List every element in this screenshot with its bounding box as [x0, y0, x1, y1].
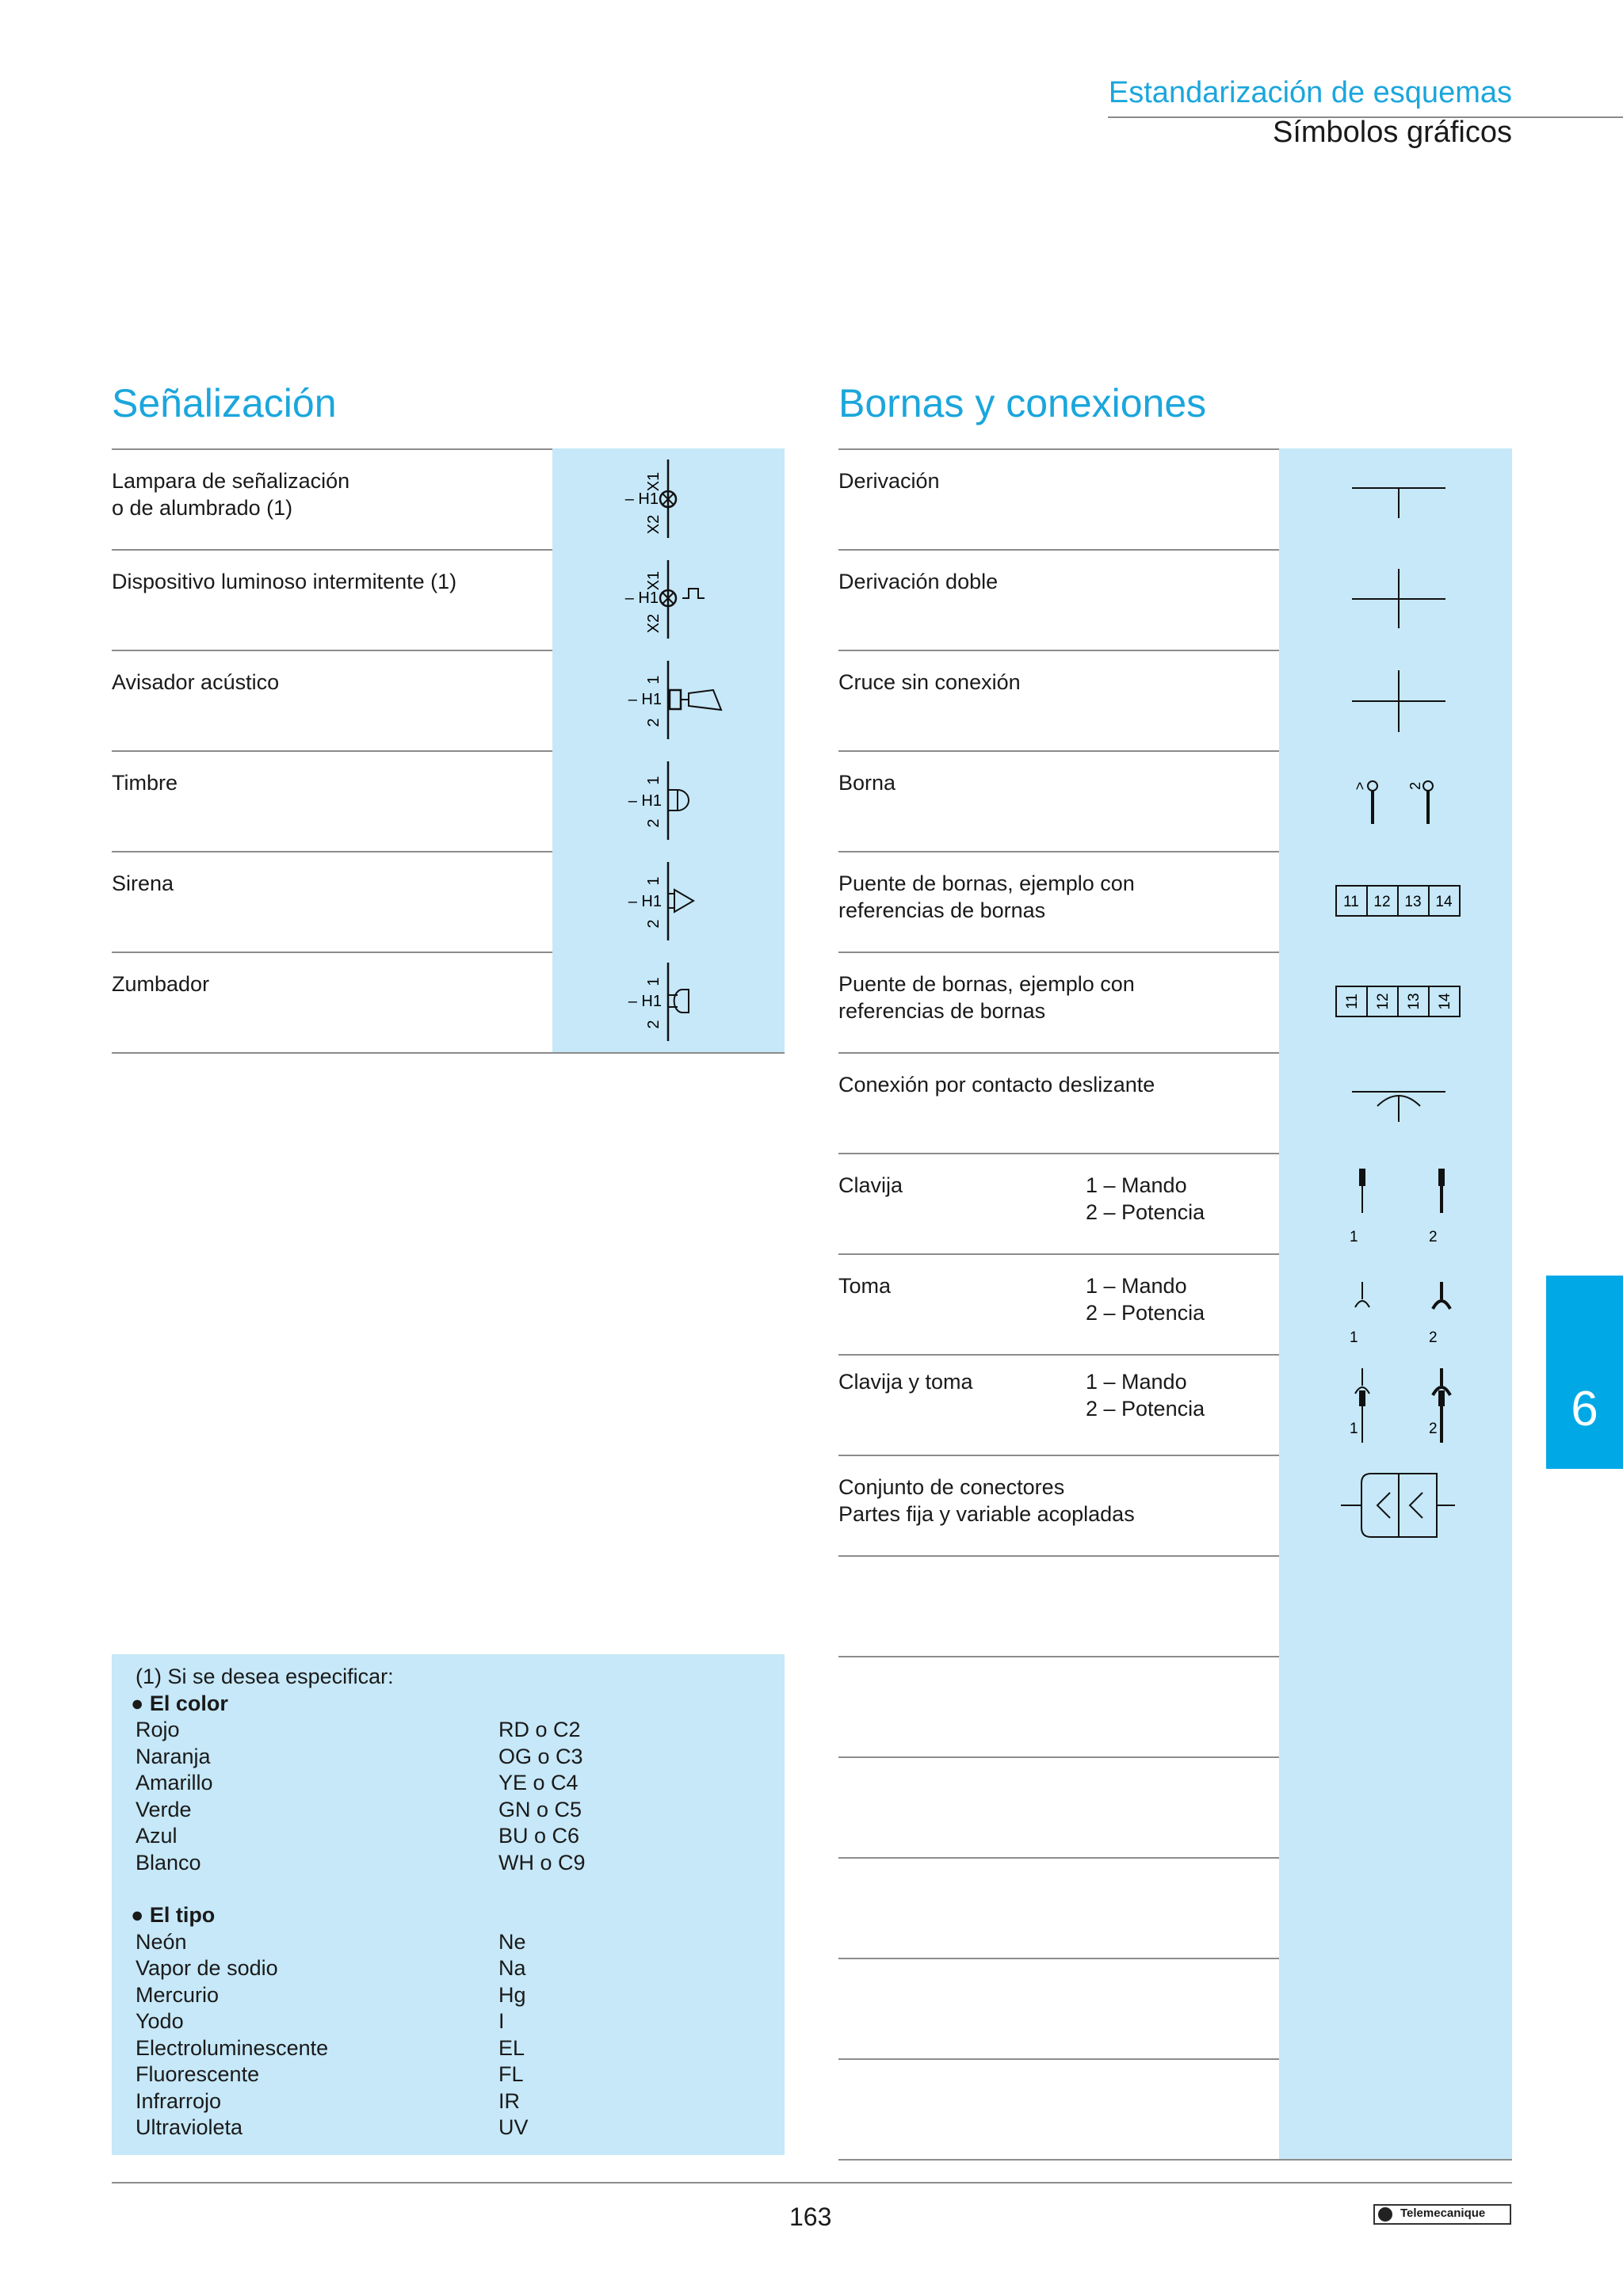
buzzer-symbol-icon: [552, 952, 785, 1052]
socket-symbol-icon: [1279, 1253, 1512, 1354]
terminal-a-label: >: [1352, 781, 1368, 791]
color-code: YE o C4: [498, 1771, 579, 1794]
type-code: I: [498, 2009, 505, 2033]
bornas-title: Bornas y conexiones: [838, 381, 1207, 425]
symbol-cell: [1279, 1354, 1512, 1455]
symbol-cell: [1279, 1656, 1512, 1756]
row-label: Conjunto de conectores Partes fija y variable acopladas: [838, 1475, 1135, 1526]
flashing-lamp-symbol-icon: [552, 549, 785, 650]
page-number: 163: [789, 2203, 832, 2231]
terminal-1-label: 1: [645, 675, 663, 685]
row-label: Derivación doble: [838, 570, 999, 593]
brand-logo: [1373, 2204, 1511, 2225]
row-label: Puente de bornas, ejemplo con referencias de bornas: [838, 871, 1135, 922]
row-label: Conexión por contacto deslizante: [838, 1073, 1155, 1097]
bridge-ref: 13: [1406, 993, 1423, 1010]
row-label: Toma: [838, 1274, 892, 1298]
color-code: GN o C5: [498, 1797, 582, 1821]
crossing-symbol-icon: [1279, 650, 1512, 750]
senalizacion-title: Señalización: [112, 381, 337, 425]
page-subtitle: Símbolos gráficos: [1272, 116, 1512, 149]
color-heading: ● El color: [131, 1691, 228, 1715]
double-derivation-symbol-icon: [1279, 549, 1512, 650]
socket-2-label: 2: [1429, 1329, 1438, 1346]
socket-1-label: 1: [1350, 1329, 1358, 1346]
color-name: Rojo: [136, 1718, 180, 1741]
terminal-1-label: 1: [645, 876, 663, 886]
symbol-cell: [552, 851, 785, 952]
plug-symbol-icon: [1279, 1153, 1512, 1253]
type-code: Ne: [498, 1929, 526, 1954]
color-code: BU o C6: [498, 1824, 580, 1848]
row-label: Clavija y toma: [838, 1370, 973, 1394]
type-name: Yodo: [136, 2009, 184, 2033]
bridge-ref: 11: [1344, 994, 1361, 1009]
symbol-cell: [1279, 448, 1512, 549]
table-row: [112, 952, 785, 1052]
symbol-cell: [1279, 1857, 1512, 1958]
type-code: Na: [498, 1956, 526, 1980]
type-name: Fluorescente: [136, 2062, 260, 2086]
h1-label: – H1: [624, 490, 659, 508]
row-label: Zumbador: [112, 972, 210, 996]
type-name: Mercurio: [136, 1982, 220, 2007]
terminal-symbol-icon: [1279, 750, 1512, 851]
derivation-symbol-icon: [1279, 448, 1512, 549]
x1-label: X1: [645, 570, 663, 591]
symbol-cell: [1279, 1455, 1512, 1555]
brand-mark-icon: [1378, 2207, 1392, 2222]
table-bottom-rule: [838, 2159, 1512, 2161]
table-row: [112, 549, 785, 650]
footer-divider: [112, 2182, 1512, 2183]
symbol-cell: [552, 952, 785, 1052]
table-row: [838, 1857, 1512, 1958]
type-code: FL: [498, 2062, 524, 2086]
row-label: Avisador acústico: [112, 670, 280, 694]
chapter-title: Estandarización de esquemas: [1108, 76, 1512, 109]
symbol-cell: [1279, 549, 1512, 650]
brand-name: Telemecanique: [1400, 2206, 1486, 2220]
horn-symbol-icon: [552, 650, 785, 750]
table-row: [838, 1253, 1512, 1354]
terminal-bridge-vertical-symbol-icon: [1279, 952, 1512, 1052]
x2-label: X2: [645, 613, 663, 634]
symbol-cell: [552, 750, 785, 851]
table-row: [112, 851, 785, 952]
footnote-box: [112, 1654, 785, 2155]
table-row: [838, 1455, 1512, 1555]
table-row: [838, 750, 1512, 851]
type-name: Vapor de sodio: [136, 1956, 278, 1980]
bridge-ref: 12: [1373, 894, 1391, 910]
bridge-ref: 13: [1404, 894, 1422, 910]
color-name: Azul: [136, 1824, 178, 1848]
chapter-tab[interactable]: [1546, 1276, 1623, 1469]
table-row: [838, 1052, 1512, 1153]
row-label: Puente de bornas, ejemplo con referencias de bornas: [838, 972, 1135, 1023]
table-row: [838, 952, 1512, 1052]
terminal-2-label: 2: [645, 919, 663, 929]
symbol-cell: [1279, 851, 1512, 952]
x2-label: X2: [645, 514, 663, 535]
row-note: 1 – Mando 2 – Potencia: [1086, 1173, 1205, 1224]
type-code: EL: [498, 2035, 525, 2060]
table-row: [838, 2058, 1512, 2159]
row-note: 1 – Mando 2 – Potencia: [1086, 1370, 1205, 1421]
symbol-cell: [1279, 1958, 1512, 2058]
type-name: Electroluminescente: [136, 2035, 329, 2060]
table-bottom-rule: [112, 1052, 785, 1054]
table-row: [838, 851, 1512, 952]
footnote-intro: (1) Si se desea especificar:: [136, 1665, 394, 1688]
table-row: [838, 1354, 1512, 1455]
symbol-cell: [1279, 1052, 1512, 1153]
pair-1-label: 1: [1350, 1421, 1358, 1437]
table-row: [838, 1656, 1512, 1756]
bridge-ref: 14: [1437, 993, 1453, 1010]
symbol-cell: [1279, 1153, 1512, 1253]
color-code: WH o C9: [498, 1850, 586, 1875]
h1-label: – H1: [628, 893, 662, 910]
plug-and-socket-symbol-icon: [1279, 1354, 1512, 1455]
bridge-ref: 14: [1435, 894, 1453, 910]
symbol-cell: [1279, 952, 1512, 1052]
table-row: [112, 448, 785, 549]
h1-label: – H1: [628, 993, 662, 1010]
type-code: IR: [498, 2088, 520, 2113]
symbol-cell: [1279, 1756, 1512, 1857]
symbol-cell: [552, 448, 785, 549]
row-label: Lampara de señalización o de alumbrado (1): [112, 469, 350, 520]
table-row: [838, 1555, 1512, 1656]
row-label: Cruce sin conexión: [838, 670, 1021, 694]
terminal-bridge-symbol-icon: [1279, 851, 1512, 952]
color-code: RD o C2: [498, 1718, 581, 1741]
x1-label: X1: [645, 471, 663, 492]
row-label: Derivación: [838, 469, 940, 493]
sliding-contact-symbol-icon: [1279, 1052, 1512, 1153]
type-name: Ultravioleta: [136, 2115, 243, 2139]
connector-set-symbol-icon: [1279, 1455, 1512, 1555]
table-row: [112, 650, 785, 750]
row-label: Sirena: [112, 871, 174, 895]
color-name: Naranja: [136, 1744, 211, 1768]
h1-label: – H1: [628, 691, 662, 708]
symbol-cell: [552, 549, 785, 650]
terminal-1-label: 1: [645, 977, 663, 986]
plug-1-label: 1: [1350, 1229, 1358, 1245]
terminal-1-label: 1: [645, 776, 663, 785]
terminal-2-label: 2: [645, 818, 663, 828]
type-code: Hg: [498, 1982, 526, 2007]
table-row: [112, 750, 785, 851]
row-label: Dispositivo luminoso intermitente (1): [112, 570, 457, 593]
table-row: [838, 650, 1512, 750]
bell-symbol-icon: [552, 750, 785, 851]
type-code: UV: [498, 2115, 529, 2139]
terminal-2-label: 2: [645, 1020, 663, 1029]
bridge-ref: 12: [1375, 993, 1392, 1010]
row-label: Borna: [838, 771, 896, 795]
table-row: [838, 1958, 1512, 2058]
symbol-cell: [1279, 2058, 1512, 2159]
color-name: Verde: [136, 1797, 192, 1821]
color-name: Blanco: [136, 1850, 201, 1875]
h1-label: – H1: [624, 589, 659, 607]
type-name: Neón: [136, 1929, 187, 1954]
row-label: Timbre: [112, 771, 178, 795]
symbol-cell: [1279, 650, 1512, 750]
type-name: Infrarrojo: [136, 2088, 222, 2113]
symbol-cell: [1279, 750, 1512, 851]
pair-2-label: 2: [1429, 1421, 1438, 1437]
chapter-tab-number: 6: [1571, 1382, 1598, 1436]
table-row: [838, 1153, 1512, 1253]
bridge-ref: 11: [1343, 894, 1359, 910]
row-label: Clavija: [838, 1173, 903, 1197]
symbol-cell: [552, 650, 785, 750]
table-row: [838, 549, 1512, 650]
table-row: [838, 1756, 1512, 1857]
h1-label: – H1: [628, 792, 662, 810]
type-heading: ● El tipo: [131, 1903, 216, 1927]
plug-2-label: 2: [1429, 1229, 1438, 1245]
siren-symbol-icon: [552, 851, 785, 952]
row-note: 1 – Mando 2 – Potencia: [1086, 1274, 1205, 1325]
lamp-symbol-icon: [552, 448, 785, 549]
symbol-cell: [1279, 1253, 1512, 1354]
color-name: Amarillo: [136, 1771, 213, 1794]
color-code: OG o C3: [498, 1744, 583, 1768]
terminal-b-label: 2: [1407, 781, 1423, 791]
table-row: [838, 448, 1512, 549]
symbol-cell: [1279, 1555, 1512, 1656]
terminal-2-label: 2: [645, 718, 663, 727]
